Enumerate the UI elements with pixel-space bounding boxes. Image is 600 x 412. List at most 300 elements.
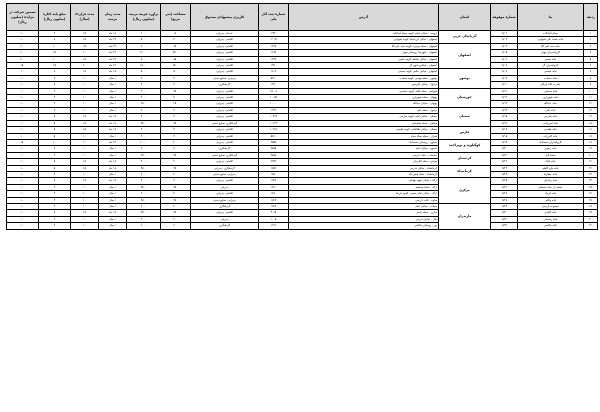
bid-guarantee-cell: ۱۰۰ (7, 37, 39, 43)
building-name-cell: خانه طبسی (518, 127, 584, 133)
restoration-cost-cell: ۳۰۰۰ (127, 146, 161, 152)
row-number-cell: ۱۷ (584, 133, 598, 139)
restoration-cost-cell: ۳۵۰۰ (127, 210, 161, 216)
address-cell: دهدشت - بافت تاریخی (289, 152, 439, 158)
heritage-number-cell: ۵۶۳۰ (259, 75, 289, 81)
heritage-number-cell: ۵۸۲۰ (259, 133, 289, 139)
endowment-number-cell: ۰۹/۱۳ (491, 101, 518, 107)
bid-guarantee-cell: ۱۰۰ (7, 210, 39, 216)
heritage-number-cell: ۳۵۸۸ (259, 152, 289, 158)
address-cell: اراک - خیابان شهید بهشتی (289, 178, 439, 184)
address-cell: ساوه - بافت تاریخی (289, 197, 439, 203)
endowment-number-cell: ۰۹/۱۰ (491, 82, 518, 88)
restoration-cost-cell: ۳۰۰۰ (127, 127, 161, 133)
endowment-number-cell: ۰۹/۲۷ (491, 191, 518, 197)
building-name-cell: حمام آسانکده (518, 31, 584, 37)
bid-guarantee-cell: ۲۰۰ (7, 50, 39, 56)
address-cell: سمنان - خیابان طالقانی، کوچه طبسی (289, 127, 439, 133)
restoration-duration-cell: ۱ سال (99, 88, 127, 94)
heritage-number-cell: ۰۳۳۴۰ (259, 31, 289, 37)
bid-guarantee-cell: ۱۰۰ (7, 95, 39, 101)
building-name-cell: خانه شهریاری (518, 95, 584, 101)
endowment-number-cell: ۰۹/۲۵ (491, 178, 518, 184)
heritage-number-cell: ۳۵۸۵ (259, 146, 289, 152)
area-cell: ۳۰۰ (161, 146, 191, 152)
restoration-duration-cell: ۱ سال (99, 146, 127, 152)
contract-years-cell: ۱۵ (71, 120, 99, 126)
building-name-cell: تکیه چاکسر (518, 223, 584, 229)
row-number-cell: ۱۸ (584, 139, 598, 145)
restoration-duration-cell: ۱۸ ماه (99, 69, 127, 75)
header-row (7, 4, 598, 31)
base-rent-cell: ۴ (39, 152, 71, 158)
proposed-use-cell: گردشگری (191, 223, 259, 229)
proposed-use-cell: خدمات پذیرایی (191, 31, 259, 37)
proposed-use-cell: گردشگری (191, 146, 259, 152)
heritage-number-cell: ۱۲۳۸ (259, 43, 289, 49)
base-rent-cell: ۴ (39, 146, 71, 152)
address-cell: بهبهان - محله شهریاری (289, 95, 439, 101)
address-cell: اصفهان - شاهین شهر، گز (289, 63, 439, 69)
building-name-cell: خانه عبدالله (518, 101, 584, 107)
header-cell: مدت زمان مرمت (99, 4, 127, 31)
row-number-cell: ۴ (584, 50, 598, 56)
endowment-number-cell: ۰۹/۲۸ (491, 197, 518, 203)
base-rent-cell: ۵ (39, 159, 71, 165)
province-cell: خوزستان (439, 88, 491, 107)
bid-guarantee-cell: ۱۰۰ (7, 107, 39, 113)
building-name-cell: خانه رضوی (518, 146, 584, 152)
area-cell: ۳۵۰ (161, 165, 191, 171)
restoration-duration-cell: ۱ سال (99, 107, 127, 113)
base-rent-cell: ۵ (39, 82, 71, 88)
province-cell: کردستان (439, 152, 491, 165)
restoration-cost-cell: ۴۰۰۰ (127, 114, 161, 120)
proposed-use-cell: اقامتی، پذیرایی (191, 210, 259, 216)
area-cell: ۳۰۰ (161, 133, 191, 139)
heritage-number-cell: ۱۵۰۰۸ (259, 88, 289, 94)
row-number-cell: ۲۲ (584, 165, 598, 171)
restoration-duration-cell: ۱ سال (99, 152, 127, 158)
contract-years-cell: ۱۵ (71, 178, 99, 184)
building-name-cell: خانه حاج کاظم (518, 165, 584, 171)
area-cell: ۷۵۰۰ (161, 63, 191, 69)
bid-guarantee-cell: ۱۰۰ (7, 69, 39, 75)
restoration-duration-cell: ۱ سال (99, 184, 127, 190)
restoration-duration-cell: ۱ سال (99, 82, 127, 88)
address-cell: یاسوج - خیابان امام (289, 146, 439, 152)
restoration-cost-cell: ۳۰۰۰ (127, 107, 161, 113)
restoration-duration-cell: ۲۴ ماه (99, 56, 127, 62)
restoration-cost-cell: ۴۰۰۰ (127, 178, 161, 184)
heritage-number-cell: ۱۰۰۵۹ (259, 95, 289, 101)
area-cell: ۳۵۰ (161, 184, 191, 190)
restoration-duration-cell: ۱۸ ماه (99, 114, 127, 120)
row-number-cell: ۱۴ (584, 114, 598, 120)
building-name-cell: مجموعه تاریخی (518, 203, 584, 209)
address-cell: بهبهان - خیابان عبدالله (289, 101, 439, 107)
area-cell: ۳۰۰ (161, 95, 191, 101)
area-cell: ۵۰۰ (161, 69, 191, 75)
contract-years-cell: ۱۰ (71, 82, 99, 88)
province-cell: بوشهر (439, 69, 491, 88)
base-rent-cell: ۴ (39, 107, 71, 113)
address-cell: اصفهان - خیابان حکیم، کوچه حقیقی (289, 69, 439, 75)
proposed-use-cell: اقامتی، پذیرایی (191, 133, 259, 139)
bid-guarantee-cell: ۱۰۰ (7, 82, 39, 88)
building-name-cell: عمارت کلاه فرنگی (518, 82, 584, 88)
area-cell: ۲۵۰ (161, 197, 191, 203)
proposed-use-cell: اقامتی، پذیرایی (191, 139, 259, 145)
bid-guarantee-cell: ۱۰۰ (7, 88, 39, 94)
heritage-number-cell: ۱۰۲۲۸ (259, 127, 289, 133)
row-number-cell: ۱۲ (584, 101, 598, 107)
restoration-cost-cell: ۱۰۰۰۰ (127, 139, 161, 145)
endowment-number-cell: ۰۹/۱۶ (491, 120, 518, 126)
endowment-number-cell: ۰۹/۱۴ (491, 107, 518, 113)
restoration-cost-cell: ۱۵۰۰۰ (127, 63, 161, 69)
area-cell: ۳۰۰ (161, 216, 191, 222)
restoration-cost-cell: ۵۰۰۰ (127, 37, 161, 43)
row-number-cell: ۸ (584, 75, 598, 81)
area-cell: ۴۵۰۰ (161, 50, 191, 56)
restoration-cost-cell: ۴۰۰۰ (127, 82, 161, 88)
heritage-number-cell: ۴۰۲۵ (259, 210, 289, 216)
proposed-use-cell: اقامتی، پذیرایی (191, 37, 259, 43)
endowment-number-cell: ۰۹/۰۳ (491, 37, 518, 43)
restoration-cost-cell: ۳۵۰۰ (127, 184, 161, 190)
proposed-use-cell: اقامتی، پذیرایی (191, 56, 259, 62)
area-cell: ۴۰۰ (161, 159, 191, 165)
restoration-cost-cell: ۱۲۰۰۰ (127, 50, 161, 56)
heritage-number-cell: ۱۳۴۷ (259, 56, 289, 62)
contract-years-cell: ۱۰ (71, 191, 99, 197)
address-cell: اصفهان - خیابان ابن سینا، کوچه شیوایی (289, 37, 439, 43)
row-number-cell: ۳۰ (584, 216, 598, 222)
contract-years-cell: ۱۵ (71, 114, 99, 120)
restoration-duration-cell: ۱ سال (99, 223, 127, 229)
endowment-number-cell: ۰۹/۰۵ (491, 50, 518, 56)
province-cell: سمنان (439, 107, 491, 126)
restoration-duration-cell: ۱۸ ماه (99, 210, 127, 216)
heritage-number-cell: ۱۰۰۰۰ (259, 101, 289, 107)
base-rent-cell: ۱۰ (39, 43, 71, 49)
heritage-number-cell: ۱۵۹۰ (259, 171, 289, 177)
proposed-use-cell: اقامتی، پذیرایی (191, 50, 259, 56)
restoration-duration-cell: ۲۴ ماه (99, 43, 127, 49)
proposed-use-cell: اقامتی، پذیرایی (191, 127, 259, 133)
building-name-cell: خانه یزدانیان (518, 178, 584, 184)
address-cell: اراک - محله محتشم (289, 184, 439, 190)
table-row (7, 223, 598, 229)
bid-guarantee-cell: ۱۰۰ (7, 165, 39, 171)
contract-years-cell: ۱۰ (71, 197, 99, 203)
table-body (7, 31, 598, 230)
base-rent-cell: ۴ (39, 88, 71, 94)
address-cell: دزفول - محله نیلی (289, 107, 439, 113)
bid-guarantee-cell: ۱۰۰ (7, 203, 39, 209)
building-name-cell: خانه نیلی (518, 107, 584, 113)
building-name-cell: خانه حقیقی (518, 69, 584, 75)
row-number-cell: ۲۱ (584, 159, 598, 165)
restoration-duration-cell: ۱۸ ماه (99, 178, 127, 184)
restoration-duration-cell: ۲۴ ماه (99, 37, 127, 43)
header-cell: ردیف (584, 4, 598, 31)
row-number-cell: ۳۱ (584, 223, 598, 229)
bid-guarantee-cell: ۱۰۰ (7, 120, 39, 126)
proposed-use-cell: اقامتی، پذیرایی (191, 43, 259, 49)
area-cell: ۳۰۰ (161, 203, 191, 209)
restoration-duration-cell: ۱ سال (99, 95, 127, 101)
restoration-cost-cell: ۳۰۰۰ (127, 216, 161, 222)
contract-years-cell: ۱۵ (71, 165, 99, 171)
province-cell: آذربایجان غربی (439, 31, 491, 44)
area-cell: ۳۰۰ (161, 171, 191, 177)
building-name-cell: خانه کلبادی (518, 210, 584, 216)
building-name-cell: کاروانسرای مهیار (518, 50, 584, 56)
contract-years-cell: ۱۰ (71, 216, 99, 222)
restoration-duration-cell: ۱ سال (99, 133, 127, 139)
restoration-cost-cell: ۳۰۰۰ (127, 171, 161, 177)
document (6, 3, 597, 230)
base-rent-cell: ۴ (39, 197, 71, 203)
heritage-number-cell: ۱۲۷۷ (259, 50, 289, 56)
restoration-cost-cell: ۲۰۰۰ (127, 223, 161, 229)
bid-guarantee-cell: ۱۰۰ (7, 152, 39, 158)
contract-years-cell: ۱۰ (71, 107, 99, 113)
bid-guarantee-cell: ۱۰۰ (7, 171, 39, 177)
proposed-use-cell: پذیرایی (191, 184, 259, 190)
restoration-cost-cell: ۳۰۰۰ (127, 95, 161, 101)
base-rent-cell: ۱۵ (39, 63, 71, 69)
province-cell: مازندران (439, 203, 491, 229)
header-cell: تضمین شرکت در مزایده (میلیون ریال) (7, 4, 39, 31)
address-cell: شیراز - محله سنگ سیاه (289, 133, 439, 139)
base-rent-cell: ۵ (39, 178, 71, 184)
restoration-duration-cell: ۱ سال (99, 216, 127, 222)
restoration-cost-cell: ۳۵۰۰ (127, 120, 161, 126)
heritage-number-cell: ۱۲۴۲ (259, 107, 289, 113)
restoration-cost-cell: ۲۵۰۰ (127, 197, 161, 203)
heritage-number-cell: ۱۸۳۰ (259, 184, 289, 190)
contract-years-cell: ۱۰ (71, 152, 99, 158)
area-cell: ۲۵۰ (161, 152, 191, 158)
restoration-duration-cell: ۱ سال (99, 191, 127, 197)
heritage-number-cell: ۱۳۹۰ (259, 63, 289, 69)
building-name-cell: بخشی از خانه محتشم (518, 184, 584, 190)
province-cell: فارس (439, 127, 491, 140)
endowment-number-cell: ۰۹/۱۹ (491, 139, 518, 145)
row-number-cell: ۱۹ (584, 146, 598, 152)
bid-guarantee-cell: ۱۰۰ (7, 216, 39, 222)
address-cell: ارومیه - خیابان خیام، کوچه حمام آسانکده (289, 31, 439, 37)
proposed-use-cell: اقامتی، پذیرایی (191, 101, 259, 107)
contract-years-cell: ۱۰ (71, 101, 99, 107)
area-cell: ۴۰۰ (161, 114, 191, 120)
endowment-number-cell: ۰۹/۲۳ (491, 165, 518, 171)
base-rent-cell: ۱۰ (39, 139, 71, 145)
base-rent-cell: ۴ (39, 223, 71, 229)
restoration-cost-cell: ۴۰۰۰ (127, 159, 161, 165)
endowment-number-cell: ۰۹/۲۱ (491, 152, 518, 158)
building-name-cell: خانه سعادت (518, 75, 584, 81)
bid-guarantee-cell: ۱۰۰ (7, 146, 39, 152)
contract-years-cell: ۱۰ (71, 88, 99, 94)
proposed-use-cell: گردشگری، صنایع دستی (191, 120, 259, 126)
row-number-cell: ۱۰ (584, 88, 598, 94)
endowment-number-cell: ۰۹/۱۵ (491, 114, 518, 120)
address-cell: اصفهان - خیابان نشاط، کوچه مشیر (289, 56, 439, 62)
proposed-use-cell: اقامتی، پذیرایی (191, 107, 259, 113)
contract-years-cell: ۱۵ (71, 159, 99, 165)
endowment-number-cell: ۰۹/۲۲ (491, 159, 518, 165)
endowment-number-cell: ۰۹/۱۷ (491, 127, 518, 133)
base-rent-cell: ۵ (39, 120, 71, 126)
heritage-properties-table (6, 3, 598, 230)
restoration-duration-cell: ۱ سال (99, 75, 127, 81)
row-number-cell: ۶ (584, 63, 598, 69)
proposed-use-cell: اقامتی، پذیرایی (191, 63, 259, 69)
header-cell: برآورد هزینه مرمت (میلیون ریال) (127, 4, 161, 31)
address-cell: بابل - خیابان مدرس (289, 216, 439, 222)
restoration-duration-cell: ۱۸ ماه (99, 159, 127, 165)
restoration-duration-cell: ۱۸ ماه (99, 31, 127, 37)
endowment-number-cell: ۰۹/۲۶ (491, 184, 518, 190)
restoration-duration-cell: ۱ سال (99, 101, 127, 107)
restoration-cost-cell: ۷۰۰۰ (127, 56, 161, 62)
building-name-cell: حمام گپ (518, 152, 584, 158)
area-cell: ۲۰۰ (161, 223, 191, 229)
heritage-number-cell: ۱۸۰۹ (259, 69, 289, 75)
row-number-cell: ۲ (584, 37, 598, 43)
province-cell: کرمانشاه (439, 165, 491, 178)
contract-years-cell: ۱۰ (71, 171, 99, 177)
bid-guarantee-cell: ۱۰۰ (7, 133, 39, 139)
area-cell: ۶۵۰ (161, 43, 191, 49)
contract-years-cell: ۲۰ (71, 139, 99, 145)
proposed-use-cell: اقامتی، پذیرایی (191, 114, 259, 120)
row-number-cell: ۱۶ (584, 127, 598, 133)
area-cell: ۳۵۰ (161, 210, 191, 216)
building-name-cell: خانه سید علی آقا (518, 43, 584, 49)
bid-guarantee-cell: ۱۵۰ (7, 63, 39, 69)
building-name-cell: کاروانسرای محمدآباد (518, 139, 584, 145)
building-name-cell: خانه صارمی (518, 114, 584, 120)
heritage-number-cell: ۱۸۳۷ (259, 203, 289, 209)
proposed-use-cell: اقامتی، پذیرایی (191, 88, 259, 94)
endowment-number-cell: ۰۹/۰۷ (491, 63, 518, 69)
header-cell: مساحت (متر مربع) (161, 4, 191, 31)
header-cell: مدت قرارداد (سال) (71, 4, 99, 31)
proposed-use-cell: پذیرایی، صنایع دستی (191, 75, 259, 81)
endowment-number-cell: ۰۹/۰۲ (491, 31, 518, 37)
base-rent-cell: ۴ (39, 184, 71, 190)
address-cell: اصفهان - شهرضا، روستای مهیار (289, 50, 439, 56)
building-name-cell: خانه فرجاد (518, 191, 584, 197)
proposed-use-cell: اقامتی، پذیرایی (191, 69, 259, 75)
restoration-cost-cell: ۳۰۰۰ (127, 203, 161, 209)
contract-years-cell: ۱۰ (71, 133, 99, 139)
restoration-duration-cell: ۳۶ ماه (99, 139, 127, 145)
base-rent-cell: ۴ (39, 75, 71, 81)
proposed-use-cell: پذیرایی، صنایع دستی (191, 197, 259, 203)
heritage-number-cell: ۱۰۲۲۴ (259, 120, 289, 126)
province-cell: مرکزی (439, 178, 491, 204)
address-cell: یاسوج - روستای محمدآباد (289, 139, 439, 145)
area-cell: ۴۰۰ (161, 82, 191, 88)
proposed-use-cell: گردشگری، پذیرایی (191, 165, 259, 171)
row-number-cell: ۳ (584, 43, 598, 49)
base-rent-cell: ۴ (39, 95, 71, 101)
bid-guarantee-cell: ۱۰۰ (7, 114, 39, 120)
bid-guarantee-cell: ۱۰۰ (7, 223, 39, 229)
base-rent-cell: ۴ (39, 31, 71, 37)
base-rent-cell: ۱۵ (39, 50, 71, 56)
area-cell: ۳۰۰ (161, 75, 191, 81)
row-number-cell: ۲۰ (584, 152, 598, 158)
area-cell: ۱۸۰ (161, 31, 191, 37)
endowment-number-cell: ۰۹/۰۴ (491, 43, 518, 49)
heritage-number-cell: ۱۹۳۸ (259, 178, 289, 184)
building-name-cell: خانه امیرخانی (518, 120, 584, 126)
row-number-cell: ۲۷ (584, 197, 598, 203)
building-name-cell: خانه عطارها (518, 171, 584, 177)
address-cell: اصفهان - محله جوباره، کوچه سید علی آقا (289, 43, 439, 49)
endowment-number-cell: ۰۹/۰۹ (491, 75, 518, 81)
restoration-duration-cell: ۱ سال (99, 203, 127, 209)
restoration-duration-cell: ۱۸ ماه (99, 165, 127, 171)
row-number-cell: ۲۸ (584, 203, 598, 209)
province-cell: کهگیلویه و بویراحمد (439, 139, 491, 152)
header-cell: آدرس (289, 4, 439, 31)
base-rent-cell: ۴ (39, 216, 71, 222)
header-cell: بنا (518, 4, 584, 31)
base-rent-cell: ۵ (39, 133, 71, 139)
endowment-number-cell: ۰۹/۲۹ (491, 203, 518, 209)
address-cell: سنندج - محله آقازمان (289, 159, 439, 165)
area-cell: ۴۰۰ (161, 37, 191, 43)
restoration-cost-cell: ۳۰۰۰ (127, 191, 161, 197)
bid-guarantee-cell: ۱۵۰ (7, 139, 39, 145)
contract-years-cell: ۱۰ (71, 223, 99, 229)
building-name-cell: خانه محمد علی شیوایی (518, 37, 584, 43)
building-name-cell: خانه پلنگ (518, 159, 584, 165)
heritage-number-cell: ۱۳۷۰ (259, 82, 289, 88)
row-number-cell: ۲۵ (584, 184, 598, 190)
endowment-number-cell: ۰۹/۲۰ (491, 146, 518, 152)
base-rent-cell: ۸ (39, 69, 71, 75)
bid-guarantee-cell: ۱۰۰ (7, 159, 39, 165)
heritage-number-cell: ۱۰۰۵ (259, 216, 289, 222)
area-cell: ۳۰۰ (161, 191, 191, 197)
contract-years-cell: ۱۵ (71, 127, 99, 133)
endowment-number-cell: ۰۹/۰۶ (491, 56, 518, 62)
base-rent-cell: ۸ (39, 37, 71, 43)
row-number-cell: ۹ (584, 82, 598, 88)
heritage-number-cell: ۱۵۹۶ (259, 165, 289, 171)
proposed-use-cell: گردشگری (191, 203, 259, 209)
row-number-cell: ۲۳ (584, 171, 598, 177)
base-rent-cell: ۵ (39, 114, 71, 120)
area-cell: ۲۵۰ (161, 101, 191, 107)
address-cell: کرمانشاه - محله فیض آباد (289, 171, 439, 177)
row-number-cell: ۲۴ (584, 178, 598, 184)
restoration-duration-cell: ۱۸ ماه (99, 127, 127, 133)
province-cell: اصفهان (439, 43, 491, 69)
proposed-use-cell: اقامتی، پذیرایی (191, 95, 259, 101)
bid-guarantee-cell: ۱۰۰ (7, 191, 39, 197)
building-name-cell: خانه محسنی (518, 88, 584, 94)
